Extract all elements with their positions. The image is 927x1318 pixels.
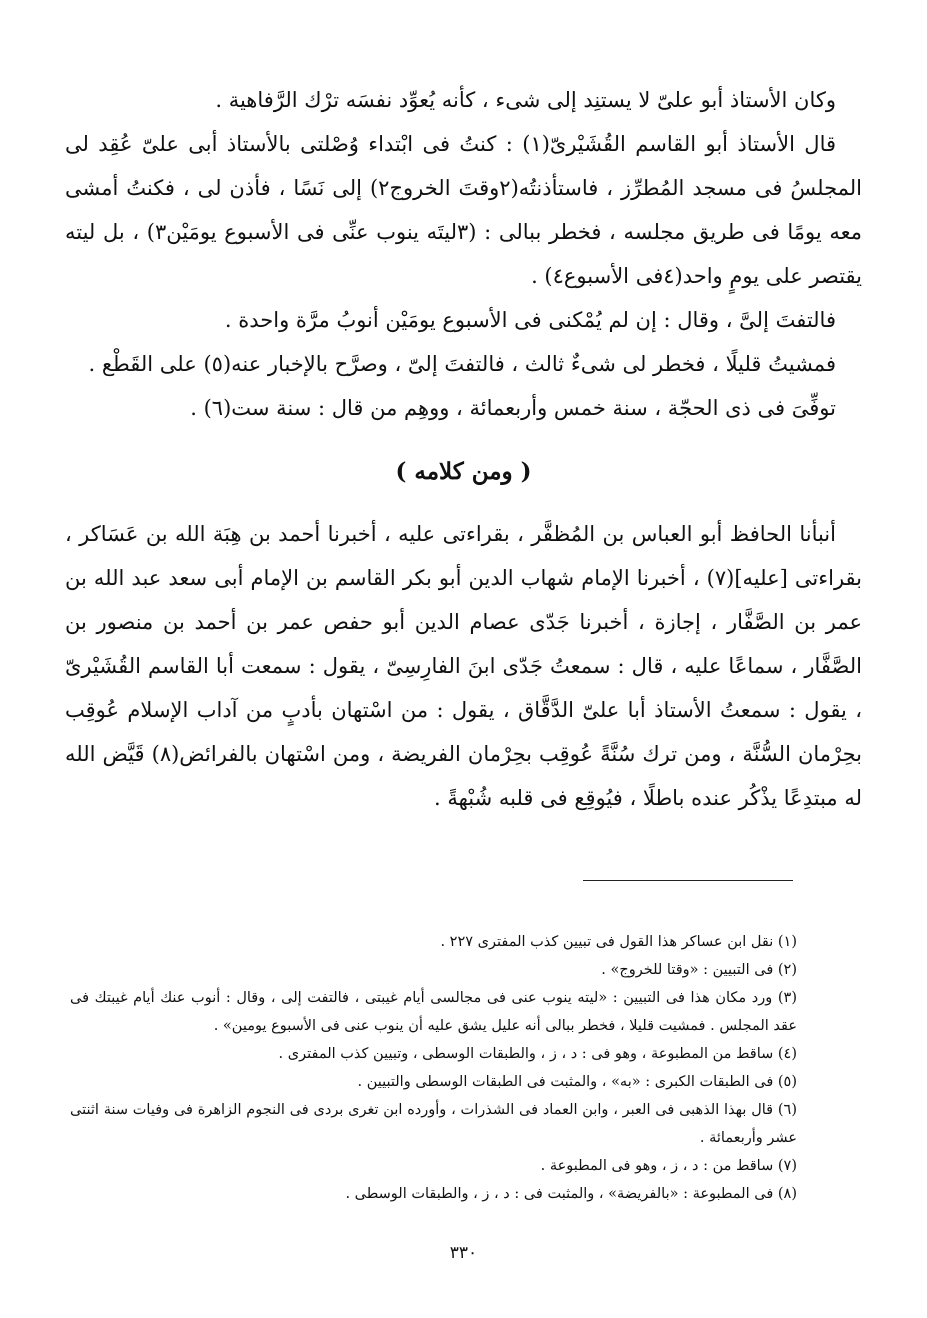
footnote-2: (٢) فى التبيين : «وقتا للخروج» . [601,962,797,978]
footnote-8: (٨) فى المطبوعة : «بالفريضة» ، والمثبت فى : د ، ز ، والطبقات الوسطى . [345,1186,797,1202]
paragraph-5: توفِّىَ فى ذى الحجّة ، سنة خمس وأربعمائة ، ووهِم من قال : سنة ست(٦) . [190,396,836,420]
footnote-6: (٦) قال بهذا الذهبى فى العبر ، وابن العماد فى الشذرات ، وأورده ابن تغرى بردى فى النجوم الزاهرة فى وفيات سنة اثنتى عشر وأربعمائة . [70,1102,797,1146]
paragraph-2: قال الأستاذ أبو القاسم القُشَيْرىّ(١) : كنتُ فى ابْتداء وُصْلتى بالأستاذ أبى علىّ عُقِد لى المجلسُ فى مسجد المُطرِّز ، فاستأذنتُه(٢وقتَ الخروج٢) إلى نَسًا ، فأذن لى ، فكنتُ أمشى معه يومًا فى طريق مجلسه ، فخطر ببالى : (٣ليتَه ينوب عنِّى فى الأسبوع يومَيْن٣) ، بل ليته يقتصر على يومٍ واحد(٤فى الأسبوع٤) . [65,132,863,288]
footnote-1: (١) نقل ابن عساكر هذا القول فى تبيين كذب المفترى ٢٢٧ . [440,934,797,950]
footnote-4: (٤) ساقط من المطبوعة ، وهو فى : د ، ز ، والطبقات الوسطى ، وتبيين كذب المفترى . [278,1046,797,1062]
paragraph-1: وكان الأستاذ أبو علىّ لا يستنِد إلى شىء ، كأنه يُعوِّد نفسَه ترْك الرَّفاهية . [215,88,836,112]
footnote-3: (٣) ورد مكان هذا فى التبيين : «ليته ينوب عنى فى مجالسى أيام غيبتى ، فالتفت إلى ، وقال : أنوب عنك أيام غيبتك فى عقد المجلس . فمشيت قليلا ، فخطر ببالى أنه عليل يشق عليه أن ينوب عنى فى الأسبوع يومين» . [70,990,797,1034]
footnotes [70,928,797,1208]
footnote-5: (٥) فى الطبقات الكبرى : «به» ، والمثبت فى الطبقات الوسطى والتبيين . [357,1074,797,1090]
section-heading: ( ومن كلامه ) [395,458,532,485]
footnote-7: (٧) ساقط من : د ، ز ، وهو فى المطبوعة . [540,1158,797,1174]
main-text-block [65,78,862,820]
paragraph-4: فمشيتُ قليلًا ، فخطر لى شىءٌ ثالث ، فالتفتَ إلىّ ، وصرَّح بالإخبار عنه(٥) على القَطْع . [88,352,836,376]
section-paragraph: أنبأنا الحافظ أبو العباس بن المُظفَّر ، بقراءتى عليه ، أخبرنا أحمد بن هِبَة الله بن عَسَاكر ، بقراءتى [عليه](٧) ، أخبرنا الإمام شهاب الدين أبو بكر القاسم بن الإمام أبى سعد عبد الله بن عمر بن الصَّفَّار ، إجازة ، أخبرنا جَدّى عصام الدين أبو حفص عمر بن أحمد بن منصور بن الصَّفَّار ، سماعًا عليه ، قال : سمعتُ جَدّى ابنَ الفارِسِىّ ، يقول : سمعت أبا القاسم القُشَيْرىّ ، يقول : سمعتُ الأستاذ أبا علىّ الدَّقَّاق ، يقول : من اسْتهان بأدبٍ من آداب الإسلام عُوقِب بحِرْمان السُّنَّة ، ومن ترك سُنَّةً عُوقِب بحِرْمان الفريضة ، ومن اسْتهان بالفرائض(٨) قَيَّض الله له مبتدِعًا يذْكُر عنده باطلًا ، فيُوقِع فى قلبه شُبْهةً . [65,522,863,810]
page-number: ٣٣٠ [449,1243,478,1263]
paragraph-3: فالتفتَ إلىَّ ، وقال : إن لم يُمْكنى فى الأسبوع يومَيْن أنوبُ مرَّة واحدة . [224,308,836,332]
footnote-divider [583,880,793,881]
